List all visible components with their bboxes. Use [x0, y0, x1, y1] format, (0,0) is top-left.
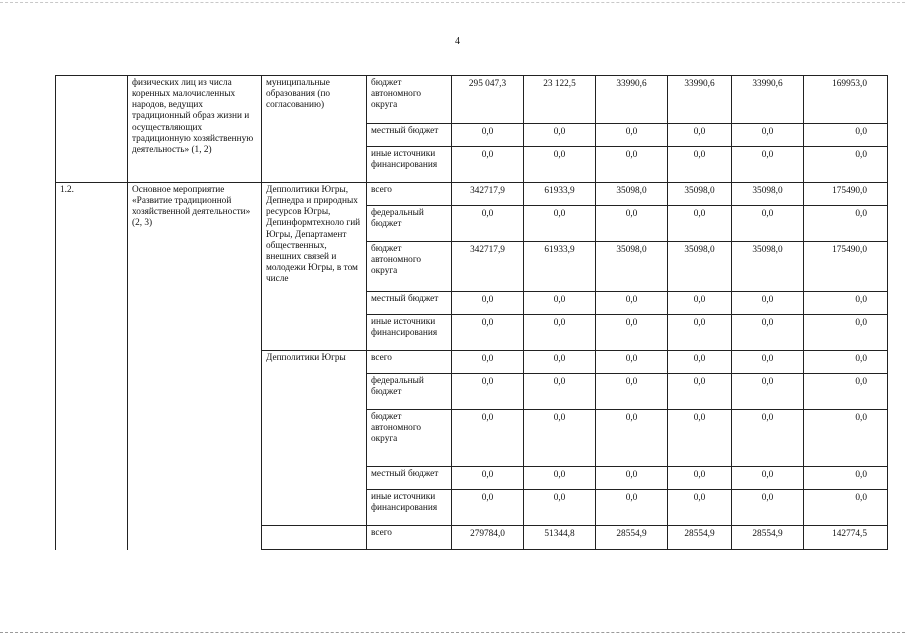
- amount-cell: 0,0: [452, 292, 524, 315]
- item-number: [56, 76, 128, 183]
- amount-cell: 0,0: [732, 374, 804, 410]
- amount-cell: 0,0: [804, 410, 888, 467]
- funding-source-label: всего: [371, 528, 392, 538]
- amount-cell: 35098,0: [596, 242, 668, 292]
- funding-source: [367, 183, 452, 206]
- amount-cell: 0,0: [452, 410, 524, 467]
- amount-cell: 0,0: [452, 315, 524, 351]
- amount-cell: 51344,8: [524, 526, 596, 550]
- funding-source-label: иные источники финансирования: [371, 149, 438, 171]
- page-number: 4: [455, 36, 460, 47]
- amount-cell: 0,0: [596, 124, 668, 147]
- amount-cell: 0,0: [452, 467, 524, 490]
- amount-cell: 0,0: [596, 206, 668, 242]
- amount-cell: 0,0: [524, 351, 596, 374]
- amount-cell: 33990,6: [732, 76, 804, 124]
- amount-cell: 175490,0: [804, 183, 888, 206]
- amount-cell: 0,0: [452, 124, 524, 147]
- amount-cell: 35098,0: [596, 183, 668, 206]
- funding-source: [367, 124, 452, 147]
- budget-table: [55, 75, 888, 550]
- amount-cell: 0,0: [452, 147, 524, 183]
- funding-source-label: федеральный бюджет: [371, 376, 424, 398]
- funding-source-label: местный бюджет: [371, 469, 439, 479]
- amount-cell: 0,0: [804, 315, 888, 351]
- activity-name: Основное мероприятие «Развитие традиционной хозяйственной деятельности» (2, 3): [128, 183, 262, 550]
- amount-cell: 0,0: [804, 124, 888, 147]
- amount-cell: 0,0: [732, 467, 804, 490]
- amount-cell: 0,0: [596, 292, 668, 315]
- funding-source-label: местный бюджет: [371, 294, 439, 304]
- amount-cell: 175490,0: [804, 242, 888, 292]
- amount-cell: 0,0: [524, 490, 596, 526]
- amount-cell: 0,0: [668, 315, 732, 351]
- funding-source-label: бюджет автономного округа: [371, 244, 422, 277]
- funding-source: [367, 374, 452, 410]
- amount-cell: 0,0: [732, 147, 804, 183]
- amount-cell: 295 047,3: [452, 76, 524, 124]
- amount-cell: 0,0: [668, 292, 732, 315]
- amount-cell: 0,0: [596, 374, 668, 410]
- amount-cell: 23 122,5: [524, 76, 596, 124]
- amount-cell: 0,0: [524, 374, 596, 410]
- amount-cell: 0,0: [452, 490, 524, 526]
- amount-cell: 0,0: [524, 315, 596, 351]
- amount-cell: 0,0: [524, 147, 596, 183]
- amount-cell: 0,0: [668, 374, 732, 410]
- amount-cell: 0,0: [668, 410, 732, 467]
- amount-cell: 0,0: [804, 490, 888, 526]
- scan-edge-bottom: [0, 632, 905, 633]
- amount-cell: 28554,9: [732, 526, 804, 550]
- amount-cell: 0,0: [452, 374, 524, 410]
- amount-cell: 61933,9: [524, 242, 596, 292]
- funding-source: [367, 351, 452, 374]
- amount-cell: 0,0: [668, 147, 732, 183]
- amount-cell: 0,0: [668, 206, 732, 242]
- item-number: 1.2.: [56, 183, 128, 550]
- funding-source-label: бюджет автономного округа: [371, 412, 422, 445]
- amount-cell: 0,0: [524, 124, 596, 147]
- funding-source: [367, 206, 452, 242]
- amount-cell: 0,0: [804, 147, 888, 183]
- amount-cell: 0,0: [524, 292, 596, 315]
- funding-source-label: всего: [371, 185, 392, 195]
- funding-source: [367, 147, 452, 183]
- funding-source: [367, 467, 452, 490]
- amount-cell: 28554,9: [596, 526, 668, 550]
- funding-source-label: местный бюджет: [371, 126, 439, 136]
- funding-source-label: бюджет автономного округа: [371, 78, 422, 111]
- amount-cell: 0,0: [668, 490, 732, 526]
- amount-cell: 0,0: [804, 467, 888, 490]
- funding-source: [367, 315, 452, 351]
- amount-cell: 0,0: [804, 351, 888, 374]
- amount-cell: 35098,0: [732, 183, 804, 206]
- funding-source: [367, 410, 452, 467]
- amount-cell: 0,0: [732, 315, 804, 351]
- amount-cell: 0,0: [524, 206, 596, 242]
- amount-cell: 0,0: [596, 490, 668, 526]
- amount-cell: 0,0: [804, 374, 888, 410]
- amount-cell: 0,0: [596, 467, 668, 490]
- amount-cell: 33990,6: [668, 76, 732, 124]
- executor: муниципальные образования (по согласованию): [262, 76, 367, 183]
- funding-source: [367, 526, 452, 550]
- amount-cell: 0,0: [596, 351, 668, 374]
- amount-cell: 0,0: [596, 315, 668, 351]
- funding-source: [367, 76, 452, 124]
- amount-cell: 35098,0: [668, 242, 732, 292]
- funding-source-label: федеральный бюджет: [371, 208, 424, 230]
- amount-cell: 0,0: [732, 351, 804, 374]
- funding-source-label: иные источники финансирования: [371, 492, 438, 514]
- amount-cell: 0,0: [524, 467, 596, 490]
- executor: Депполитики Югры: [262, 351, 367, 526]
- amount-cell: 35098,0: [668, 183, 732, 206]
- amount-cell: 0,0: [452, 206, 524, 242]
- amount-cell: 0,0: [804, 206, 888, 242]
- amount-cell: 28554,9: [668, 526, 732, 550]
- amount-cell: 169953,0: [804, 76, 888, 124]
- funding-source: [367, 242, 452, 292]
- activity-name: физических лиц из числа коренных малочисленных народов, ведущих традиционный образ жизни и осуществляющих традиционную хозяйственную деятельность» (1, 2): [128, 76, 262, 183]
- funding-source: [367, 490, 452, 526]
- amount-cell: 61933,9: [524, 183, 596, 206]
- amount-cell: 33990,6: [596, 76, 668, 124]
- amount-cell: 0,0: [452, 351, 524, 374]
- funding-source: [367, 292, 452, 315]
- scan-edge-top: [0, 2, 905, 3]
- amount-cell: 0,0: [732, 124, 804, 147]
- amount-cell: 0,0: [732, 206, 804, 242]
- amount-cell: 0,0: [668, 124, 732, 147]
- amount-cell: 342717,9: [452, 242, 524, 292]
- amount-cell: 0,0: [732, 490, 804, 526]
- amount-cell: 0,0: [596, 147, 668, 183]
- amount-cell: 342717,9: [452, 183, 524, 206]
- amount-cell: 279784,0: [452, 526, 524, 550]
- amount-cell: 0,0: [668, 467, 732, 490]
- executor: Депполитики Югры, Депнедра и природных ресурсов Югры, Депинформтехноло гий Югры, Департамент общественных, внешних связей и молодежи Югры, в том числе: [262, 183, 367, 351]
- amount-cell: 142774,5: [804, 526, 888, 550]
- amount-cell: 0,0: [732, 292, 804, 315]
- amount-cell: 0,0: [732, 410, 804, 467]
- amount-cell: 0,0: [524, 410, 596, 467]
- table-row: [56, 76, 888, 124]
- funding-source-label: иные источники финансирования: [371, 317, 438, 339]
- amount-cell: 35098,0: [732, 242, 804, 292]
- funding-source-label: всего: [371, 353, 392, 363]
- amount-cell: 0,0: [596, 410, 668, 467]
- amount-cell: 0,0: [804, 292, 888, 315]
- table-row: [56, 183, 888, 206]
- executor: [262, 526, 367, 550]
- amount-cell: 0,0: [668, 351, 732, 374]
